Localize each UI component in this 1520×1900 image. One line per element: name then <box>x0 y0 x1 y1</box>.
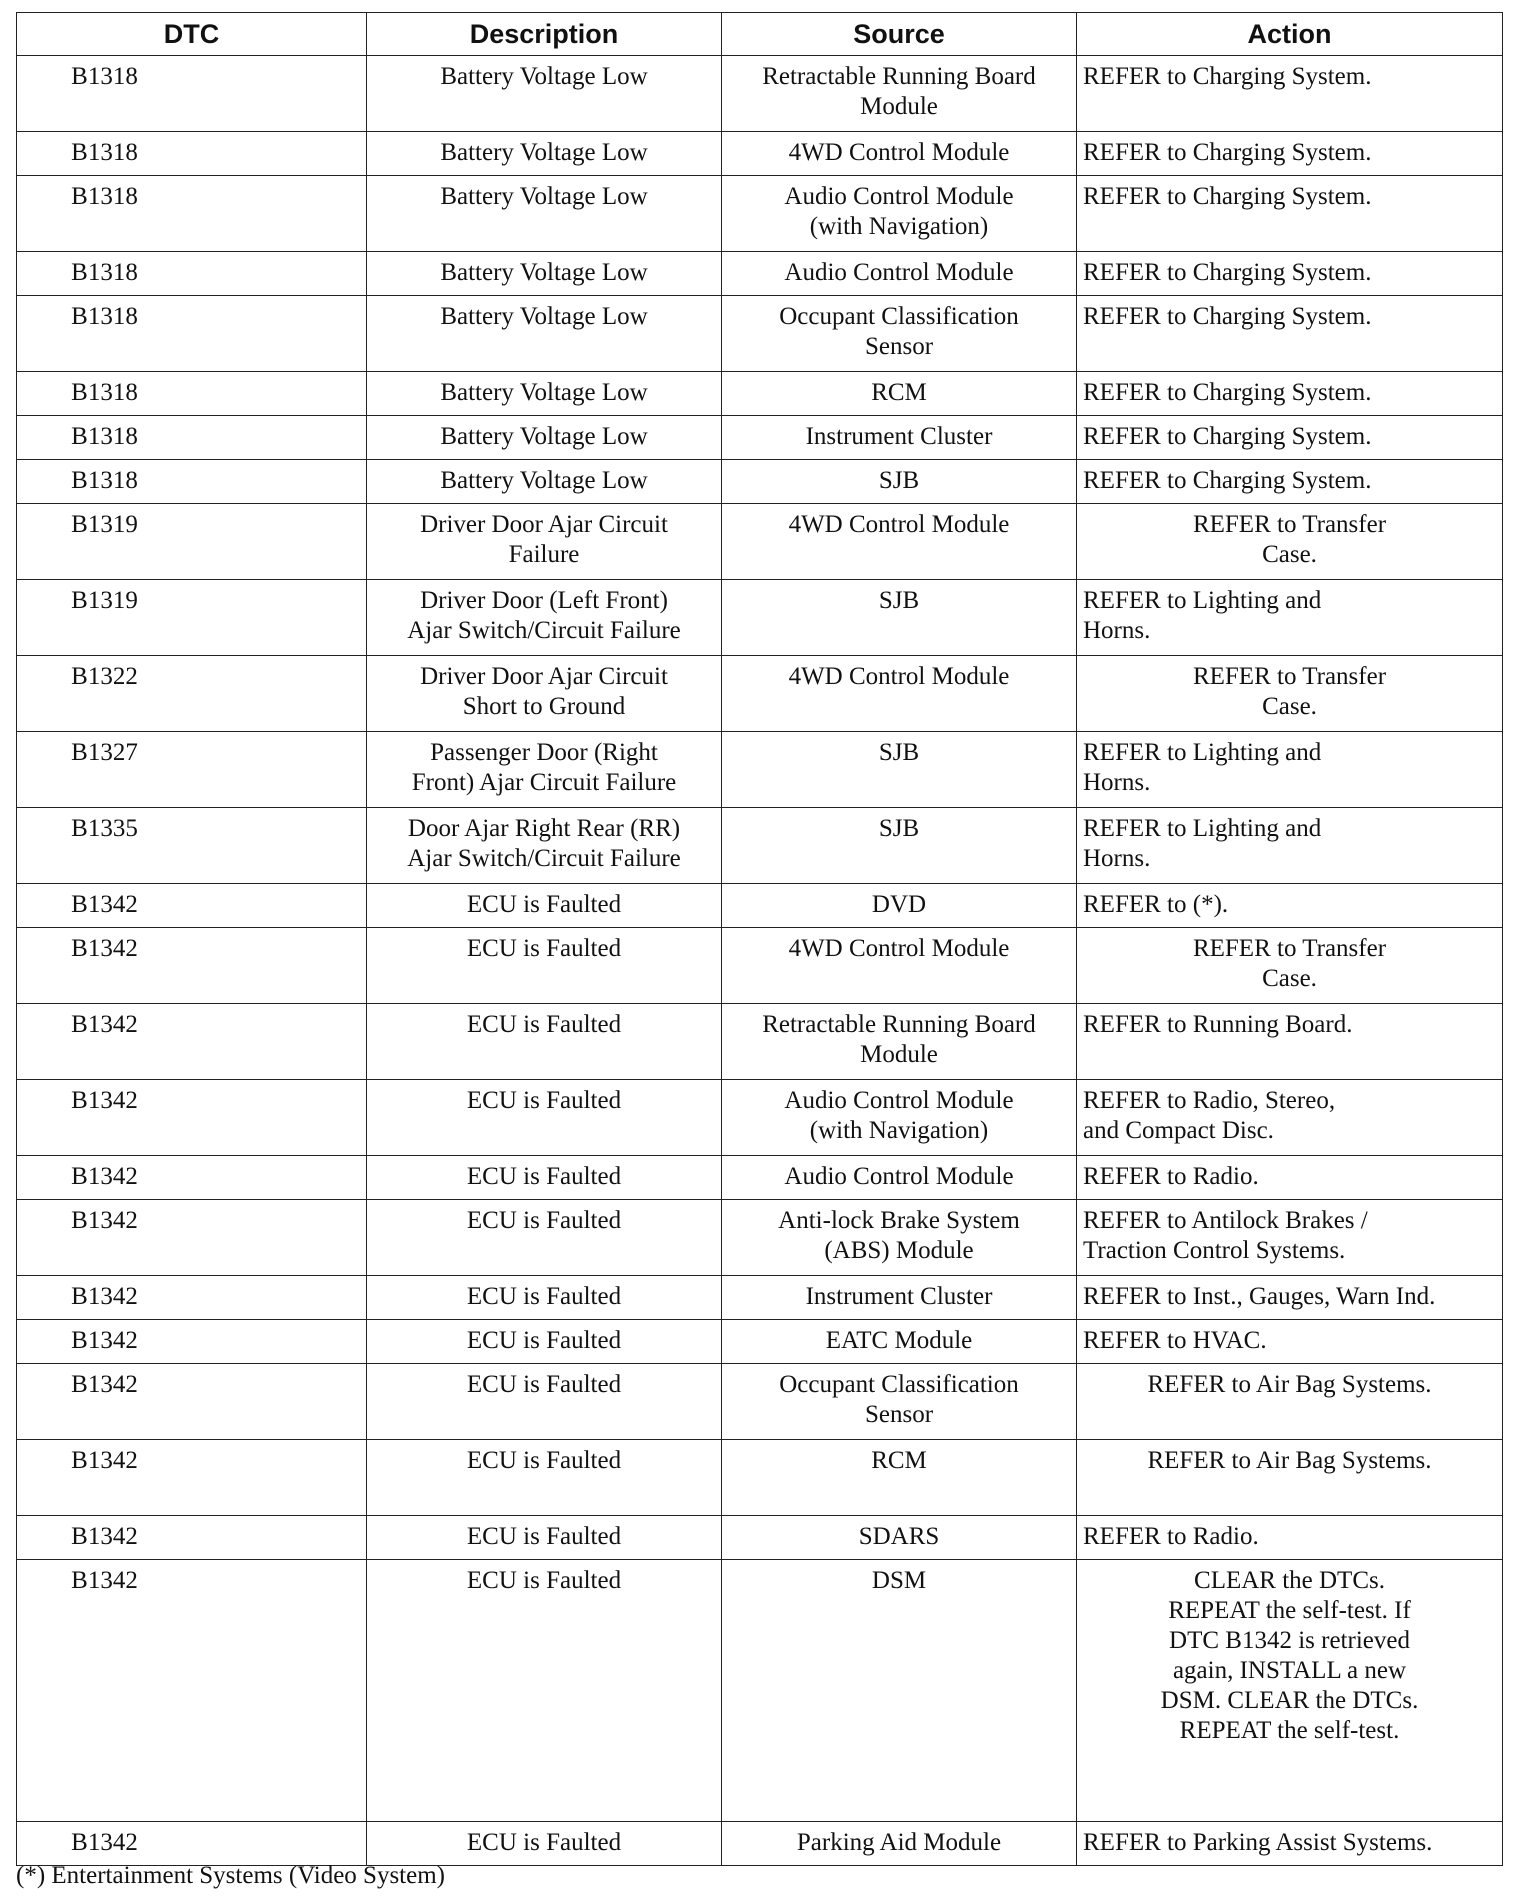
source-cell <box>722 460 1077 504</box>
action-cell-text: REFER to Parking Assist Systems. <box>1083 1829 1433 1856</box>
description-cell <box>367 580 722 656</box>
dtc-cell-text: B1342 <box>71 1207 138 1234</box>
dtc-cell <box>17 372 367 416</box>
action-cell <box>1077 808 1503 884</box>
action-cell <box>1077 56 1503 132</box>
action-cell-text: REFER to HVAC. <box>1083 1327 1267 1354</box>
action-cell-text: REFER to Charging System. <box>1083 139 1372 166</box>
dtc-cell <box>17 1156 367 1200</box>
action-cell <box>1077 1516 1503 1560</box>
action-cell <box>1077 416 1503 460</box>
description-cell <box>367 252 722 296</box>
dtc-cell <box>17 504 367 580</box>
action-cell <box>1077 460 1503 504</box>
action-cell-text: REFER to Radio. <box>1083 1163 1259 1190</box>
source-cell-text: 4WD Control Module <box>788 139 1010 166</box>
table-row <box>17 656 1503 732</box>
source-cell-text: DSM <box>871 1567 927 1594</box>
source-cell-text: RCM <box>871 379 927 406</box>
dtc-cell-text: B1342 <box>71 1011 138 1038</box>
dtc-cell-text: B1318 <box>71 183 138 210</box>
description-cell-text: ECU is Faulted <box>466 1163 622 1190</box>
header-source: Source <box>722 13 1077 56</box>
action-cell-text: REFER to Air Bag Systems. <box>1147 1371 1432 1398</box>
action-cell-text: REFER to Lighting and Horns. <box>1083 587 1322 644</box>
dtc-cell-text: B1342 <box>71 1371 138 1398</box>
dtc-cell <box>17 1364 367 1440</box>
dtc-cell <box>17 928 367 1004</box>
table-row <box>17 1320 1503 1364</box>
action-cell <box>1077 1004 1503 1080</box>
table-row <box>17 732 1503 808</box>
header-dtc: DTC <box>17 13 367 56</box>
action-cell-text: CLEAR the DTCs. REPEAT the self-test. If DTC B1342 is retrieved again, INSTALL a new DSM. CLEAR the DTCs. REPEAT the self-test. <box>1160 1567 1419 1744</box>
dtc-cell <box>17 1516 367 1560</box>
dtc-cell <box>17 1560 367 1822</box>
source-cell-text: Instrument Cluster <box>805 1283 993 1310</box>
description-cell <box>367 656 722 732</box>
description-cell <box>367 1080 722 1156</box>
description-cell <box>367 132 722 176</box>
dtc-cell <box>17 1822 367 1866</box>
table-row <box>17 1004 1503 1080</box>
source-cell <box>722 416 1077 460</box>
description-cell-text: ECU is Faulted <box>466 1283 622 1310</box>
description-cell <box>367 1560 722 1822</box>
table-row <box>17 460 1503 504</box>
source-cell-text: Audio Control Module <box>784 1163 1014 1190</box>
dtc-cell <box>17 656 367 732</box>
dtc-cell-text: B1319 <box>71 511 138 538</box>
source-cell-text: EATC Module <box>825 1327 973 1354</box>
source-cell-text: Occupant Classification Sensor <box>779 303 1019 360</box>
source-cell <box>722 1156 1077 1200</box>
dtc-cell-text: B1342 <box>71 1327 138 1354</box>
source-cell-text: Occupant Classification Sensor <box>779 1371 1019 1428</box>
dtc-cell <box>17 1276 367 1320</box>
description-cell <box>367 1004 722 1080</box>
source-cell-text: Audio Control Module <box>784 259 1014 286</box>
table-row <box>17 416 1503 460</box>
description-cell <box>367 1364 722 1440</box>
action-cell <box>1077 132 1503 176</box>
table-row <box>17 1560 1503 1822</box>
dtc-cell-text: B1342 <box>71 1163 138 1190</box>
description-cell <box>367 884 722 928</box>
action-cell-text: REFER to Radio. <box>1083 1523 1259 1550</box>
source-cell-text: SJB <box>878 815 920 842</box>
table-row <box>17 56 1503 132</box>
source-cell <box>722 1320 1077 1364</box>
action-cell <box>1077 176 1503 252</box>
dtc-cell <box>17 1080 367 1156</box>
source-cell <box>722 1822 1077 1866</box>
action-cell <box>1077 1822 1503 1866</box>
description-cell-text: ECU is Faulted <box>466 1829 622 1856</box>
description-cell-text: Battery Voltage Low <box>440 379 648 406</box>
table-header <box>17 13 1503 56</box>
source-cell <box>722 252 1077 296</box>
action-cell-text: REFER to Radio, Stereo, and Compact Disc. <box>1083 1087 1336 1144</box>
action-cell-text: REFER to Running Board. <box>1083 1011 1353 1038</box>
description-cell <box>367 1200 722 1276</box>
table-row <box>17 1200 1503 1276</box>
source-cell-text: 4WD Control Module <box>788 663 1010 690</box>
dtc-cell-text: B1318 <box>71 379 138 406</box>
description-cell-text: Door Ajar Right Rear (RR) Ajar Switch/Circuit Failure <box>407 815 681 872</box>
description-cell-text: Battery Voltage Low <box>440 467 648 494</box>
action-cell <box>1077 1320 1503 1364</box>
source-cell <box>722 808 1077 884</box>
description-cell <box>367 56 722 132</box>
action-cell-text: REFER to Transfer Case. <box>1192 663 1387 720</box>
dtc-cell <box>17 1200 367 1276</box>
dtc-cell-text: B1342 <box>71 1447 138 1474</box>
table-row <box>17 580 1503 656</box>
dtc-cell <box>17 808 367 884</box>
table-row <box>17 928 1503 1004</box>
dtc-cell-text: B1319 <box>71 587 138 614</box>
description-cell-text: Battery Voltage Low <box>440 423 648 450</box>
source-cell <box>722 1200 1077 1276</box>
dtc-cell <box>17 1320 367 1364</box>
source-cell-text: Retractable Running Board Module <box>762 63 1036 120</box>
dtc-cell-text: B1318 <box>71 259 138 286</box>
source-cell-text: 4WD Control Module <box>788 935 1010 962</box>
description-cell <box>367 1440 722 1516</box>
table-row <box>17 1364 1503 1440</box>
source-cell <box>722 1516 1077 1560</box>
action-cell-text: REFER to Charging System. <box>1083 303 1372 330</box>
source-cell <box>722 580 1077 656</box>
description-cell <box>367 1156 722 1200</box>
action-cell-text: REFER to Inst., Gauges, Warn Ind. <box>1083 1283 1436 1310</box>
header-row <box>17 13 1503 56</box>
source-cell <box>722 132 1077 176</box>
action-cell-text: REFER to Charging System. <box>1083 259 1372 286</box>
dtc-cell-text: B1327 <box>71 739 138 766</box>
source-cell <box>722 504 1077 580</box>
dtc-cell <box>17 1004 367 1080</box>
description-cell <box>367 1516 722 1560</box>
action-cell <box>1077 1200 1503 1276</box>
description-cell <box>367 1822 722 1866</box>
table-row <box>17 808 1503 884</box>
action-cell <box>1077 296 1503 372</box>
description-cell <box>367 1320 722 1364</box>
table-row <box>17 504 1503 580</box>
source-cell <box>722 1080 1077 1156</box>
description-cell <box>367 504 722 580</box>
dtc-cell-text: B1318 <box>71 467 138 494</box>
table-row <box>17 372 1503 416</box>
dtc-cell-text: B1342 <box>71 935 138 962</box>
table-row <box>17 1822 1503 1866</box>
action-cell <box>1077 656 1503 732</box>
source-cell <box>722 1004 1077 1080</box>
description-cell-text: Battery Voltage Low <box>440 139 648 166</box>
description-cell <box>367 416 722 460</box>
source-cell <box>722 296 1077 372</box>
description-cell-text: ECU is Faulted <box>466 1371 622 1398</box>
dtc-cell <box>17 176 367 252</box>
dtc-cell <box>17 132 367 176</box>
dtc-cell-text: B1342 <box>71 1087 138 1114</box>
table-row <box>17 252 1503 296</box>
source-cell-text: RCM <box>871 1447 927 1474</box>
dtc-cell-text: B1318 <box>71 303 138 330</box>
description-cell-text: ECU is Faulted <box>466 1327 622 1354</box>
action-cell-text: REFER to Transfer Case. <box>1192 511 1387 568</box>
source-cell-text: SJB <box>878 587 920 614</box>
table-row <box>17 1440 1503 1516</box>
source-cell <box>722 732 1077 808</box>
source-cell <box>722 928 1077 1004</box>
description-cell-text: ECU is Faulted <box>466 935 622 962</box>
source-cell-text: Audio Control Module (with Navigation) <box>784 1087 1014 1144</box>
description-cell <box>367 808 722 884</box>
dtc-cell-text: B1335 <box>71 815 138 842</box>
source-cell <box>722 372 1077 416</box>
action-cell-text: REFER to Charging System. <box>1083 63 1372 90</box>
source-cell <box>722 656 1077 732</box>
action-cell-text: REFER to (*). <box>1083 891 1229 918</box>
action-cell-text: REFER to Air Bag Systems. <box>1147 1447 1432 1474</box>
action-cell-text: REFER to Charging System. <box>1083 379 1372 406</box>
description-cell-text: ECU is Faulted <box>466 1011 622 1038</box>
header-description: Description <box>367 13 722 56</box>
source-cell <box>722 1364 1077 1440</box>
action-cell-text: REFER to Transfer Case. <box>1192 935 1387 992</box>
table-row <box>17 1080 1503 1156</box>
dtc-cell-text: B1342 <box>71 1829 138 1856</box>
source-cell-text: SDARS <box>858 1523 940 1550</box>
source-cell-text: Parking Aid Module <box>796 1829 1002 1856</box>
dtc-cell <box>17 416 367 460</box>
description-cell-text: Passenger Door (Right Front) Ajar Circuit Failure <box>411 739 677 796</box>
action-cell <box>1077 928 1503 1004</box>
action-cell-text: REFER to Antilock Brakes / Traction Control Systems. <box>1083 1207 1368 1264</box>
table-row <box>17 884 1503 928</box>
action-cell-text: REFER to Lighting and Horns. <box>1083 815 1322 872</box>
action-cell-text: REFER to Charging System. <box>1083 423 1372 450</box>
action-cell <box>1077 1080 1503 1156</box>
table-row <box>17 296 1503 372</box>
action-cell-text: REFER to Charging System. <box>1083 183 1372 210</box>
dtc-table <box>16 12 1503 1866</box>
description-cell <box>367 1276 722 1320</box>
description-cell-text: Battery Voltage Low <box>440 259 648 286</box>
dtc-cell <box>17 884 367 928</box>
dtc-cell-text: B1318 <box>71 63 138 90</box>
description-cell <box>367 296 722 372</box>
action-cell <box>1077 1440 1503 1516</box>
description-cell-text: Battery Voltage Low <box>440 303 648 330</box>
description-cell-text: ECU is Faulted <box>466 1207 622 1234</box>
dtc-cell <box>17 460 367 504</box>
action-cell <box>1077 732 1503 808</box>
description-cell-text: ECU is Faulted <box>466 1087 622 1114</box>
description-cell-text: ECU is Faulted <box>466 1523 622 1550</box>
dtc-cell <box>17 252 367 296</box>
source-cell <box>722 176 1077 252</box>
action-cell <box>1077 504 1503 580</box>
description-cell <box>367 732 722 808</box>
source-cell-text: SJB <box>878 467 920 494</box>
description-cell-text: Driver Door Ajar Circuit Failure <box>420 511 668 568</box>
source-cell <box>722 1560 1077 1822</box>
source-cell-text: Audio Control Module (with Navigation) <box>784 183 1014 240</box>
action-cell-text: REFER to Charging System. <box>1083 467 1372 494</box>
action-cell <box>1077 884 1503 928</box>
action-cell <box>1077 1276 1503 1320</box>
description-cell-text: Driver Door (Left Front) Ajar Switch/Circuit Failure <box>407 587 681 644</box>
action-cell <box>1077 1364 1503 1440</box>
description-cell <box>367 460 722 504</box>
action-cell <box>1077 252 1503 296</box>
dtc-cell <box>17 296 367 372</box>
description-cell-text: ECU is Faulted <box>466 891 622 918</box>
table-row <box>17 1156 1503 1200</box>
source-cell <box>722 56 1077 132</box>
footnote: (*) Entertainment Systems (Video System) <box>16 1862 445 1889</box>
table-row <box>17 1516 1503 1560</box>
description-cell-text: Battery Voltage Low <box>440 183 648 210</box>
description-cell <box>367 928 722 1004</box>
header-action: Action <box>1077 13 1503 56</box>
dtc-cell-text: B1342 <box>71 1283 138 1310</box>
description-cell-text: ECU is Faulted <box>466 1447 622 1474</box>
action-cell <box>1077 1560 1503 1822</box>
source-cell <box>722 1440 1077 1516</box>
table-row <box>17 132 1503 176</box>
source-cell-text: Anti-lock Brake System (ABS) Module <box>778 1207 1020 1264</box>
source-cell <box>722 1276 1077 1320</box>
source-cell-text: Instrument Cluster <box>805 423 993 450</box>
dtc-cell-text: B1318 <box>71 139 138 166</box>
dtc-cell-text: B1342 <box>71 1567 138 1594</box>
action-cell-text: REFER to Lighting and Horns. <box>1083 739 1322 796</box>
action-cell <box>1077 372 1503 416</box>
description-cell-text: ECU is Faulted <box>466 1567 622 1594</box>
dtc-cell <box>17 1440 367 1516</box>
dtc-cell-text: B1342 <box>71 1523 138 1550</box>
source-cell-text: Retractable Running Board Module <box>762 1011 1036 1068</box>
table-row <box>17 176 1503 252</box>
dtc-cell <box>17 56 367 132</box>
source-cell-text: DVD <box>871 891 927 918</box>
source-cell <box>722 884 1077 928</box>
source-cell-text: SJB <box>878 739 920 766</box>
dtc-cell <box>17 580 367 656</box>
action-cell <box>1077 580 1503 656</box>
description-cell-text: Driver Door Ajar Circuit Short to Ground <box>420 663 668 720</box>
description-cell <box>367 372 722 416</box>
dtc-cell-text: B1322 <box>71 663 138 690</box>
table-body <box>17 56 1503 1866</box>
dtc-cell <box>17 732 367 808</box>
dtc-cell-text: B1318 <box>71 423 138 450</box>
action-cell <box>1077 1156 1503 1200</box>
source-cell-text: 4WD Control Module <box>788 511 1010 538</box>
description-cell <box>367 176 722 252</box>
table-row <box>17 1276 1503 1320</box>
description-cell-text: Battery Voltage Low <box>440 63 648 90</box>
dtc-cell-text: B1342 <box>71 891 138 918</box>
